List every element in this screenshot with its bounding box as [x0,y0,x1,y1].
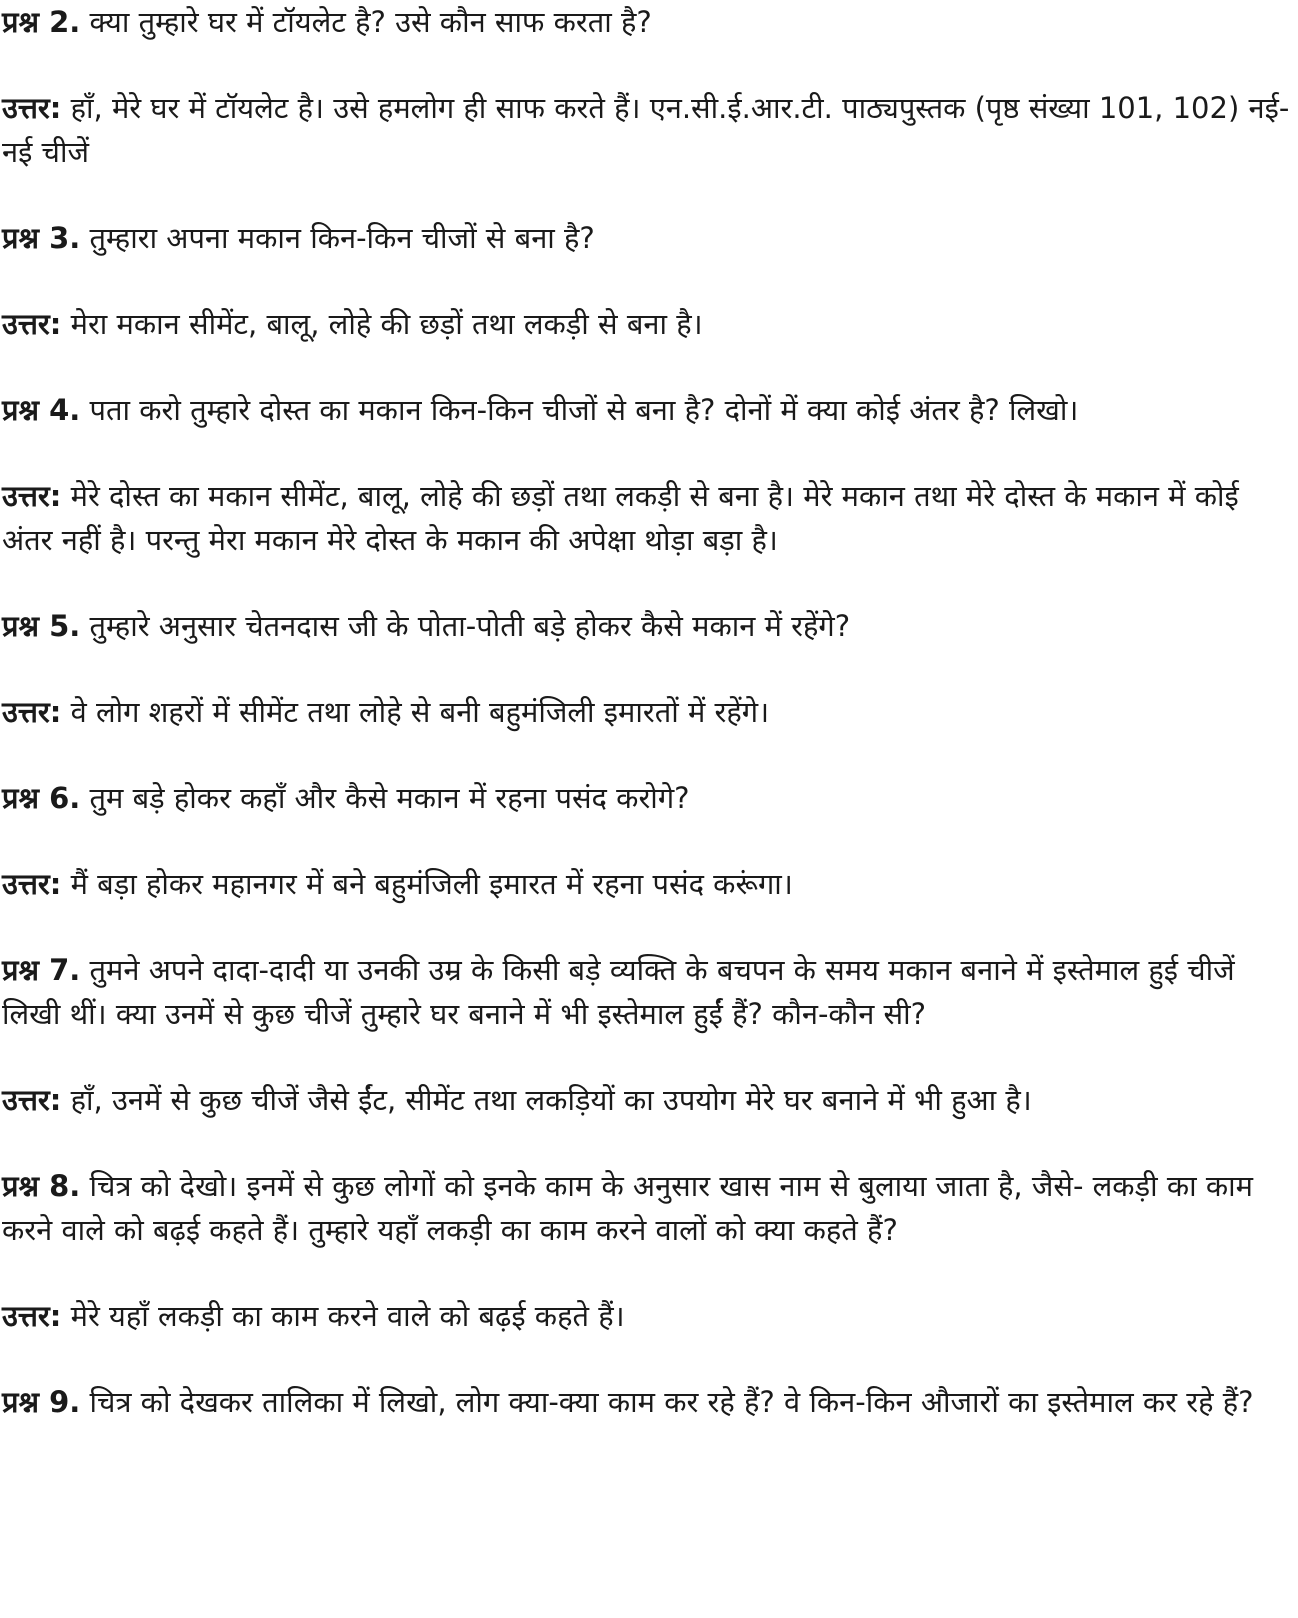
para-text: चित्र को देखो। इनमें से कुछ लोगों को इनके काम के अनुसार खास नाम से बुलाया जाता है, जैसे- लकड़ी का काम करने वाले को बढ़ई कहते हैं। तुम्हारे यहाँ लकड़ी का काम करने वालों को क्या कहते हैं? [2,1169,1253,1247]
para-label: प्रश्न 3. [2,221,81,255]
question [2,1164,1298,1252]
para-text: तुम्हारे अनुसार चेतनदास जी के पोता-पोती बड़े होकर कैसे मकान में रहेंगे? [89,609,851,643]
answer [2,302,1298,346]
para-text: तुम बड़े होकर कहाँ और कैसे मकान में रहना पसंद करोगे? [89,781,690,815]
answer [2,1294,1298,1338]
para-text: तुम्हारा अपना मकान किन-किन चीजों से बना है? [89,221,595,255]
para-label: उत्तर: [2,1299,62,1333]
para-label: प्रश्न 4. [2,393,81,427]
para-label: प्रश्न 7. [2,953,81,987]
answer [2,86,1298,174]
answer [2,1078,1298,1122]
para-label: उत्तर: [2,479,62,513]
question [2,388,1298,432]
question [2,604,1298,648]
para-text: हाँ, मेरे घर में टॉयलेट है। उसे हमलोग ही साफ करते हैं। एन.सी.ई.आर.टी. पाठ्यपुस्तक (पृष्ठ संख्या 101, 102) नई-नई चीजें [2,91,1290,169]
para-text: क्या तुम्हारे घर में टॉयलेट है? उसे कौन साफ करता है? [89,5,652,39]
para-text: मेरे यहाँ लकड़ी का काम करने वाले को बढ़ई कहते हैं। [70,1299,625,1333]
para-text: पता करो तुम्हारे दोस्त का मकान किन-किन चीजों से बना है? दोनों में क्या कोई अंतर है? लिखो। [89,393,1079,427]
para-text: हाँ, उनमें से कुछ चीजें जैसे ईंट, सीमेंट तथा लकड़ियों का उपयोग मेरे घर बनाने में भी हुआ है। [70,1083,1032,1117]
para-label: प्रश्न 5. [2,609,81,643]
para-text: मेरे दोस्त का मकान सीमेंट, बालू, लोहे की छड़ों तथा लकड़ी से बना है। मेरे मकान तथा मेरे दोस्त के मकान में कोई अंतर नहीं है। परन्तु मेरा मकान मेरे दोस्त के मकान की अपेक्षा थोड़ा बड़ा है। [2,479,1239,557]
para-label: उत्तर: [2,867,62,901]
question [2,776,1298,820]
question [2,0,1298,44]
para-label: उत्तर: [2,91,62,125]
para-label: प्रश्न 9. [2,1385,81,1419]
question [2,948,1298,1036]
answer [2,862,1298,906]
question [2,1380,1298,1424]
para-label: प्रश्न 8. [2,1169,81,1203]
question [2,216,1298,260]
answer [2,474,1298,562]
para-label: प्रश्न 2. [2,5,81,39]
para-text: वे लोग शहरों में सीमेंट तथा लोहे से बनी बहुमंजिली इमारतों में रहेंगे। [70,695,770,729]
para-label: उत्तर: [2,307,62,341]
para-text: मैं बड़ा होकर महानगर में बने बहुमंजिली इमारत में रहना पसंद करूंगा। [70,867,793,901]
answer [2,690,1298,734]
para-text: तुमने अपने दादा-दादी या उनकी उम्र के किसी बड़े व्यक्ति के बचपन के समय मकान बनाने में इस्तेमाल हुई चीजें लिखी थीं। क्या उनमें से कुछ चीजें तुम्हारे घर बनाने में भी इस्तेमाल हुईं हैं? कौन-कौन सी? [2,953,1235,1031]
para-label: उत्तर: [2,1083,62,1117]
para-text: चित्र को देखकर तालिका में लिखो, लोग क्या-क्या काम कर रहे हैं? वे किन-किन औजारों का इस्तेमाल कर रहे हैं? [89,1385,1254,1419]
para-text: मेरा मकान सीमेंट, बालू, लोहे की छड़ों तथा लकड़ी से बना है। [70,307,703,341]
para-label: उत्तर: [2,695,62,729]
para-label: प्रश्न 6. [2,781,81,815]
